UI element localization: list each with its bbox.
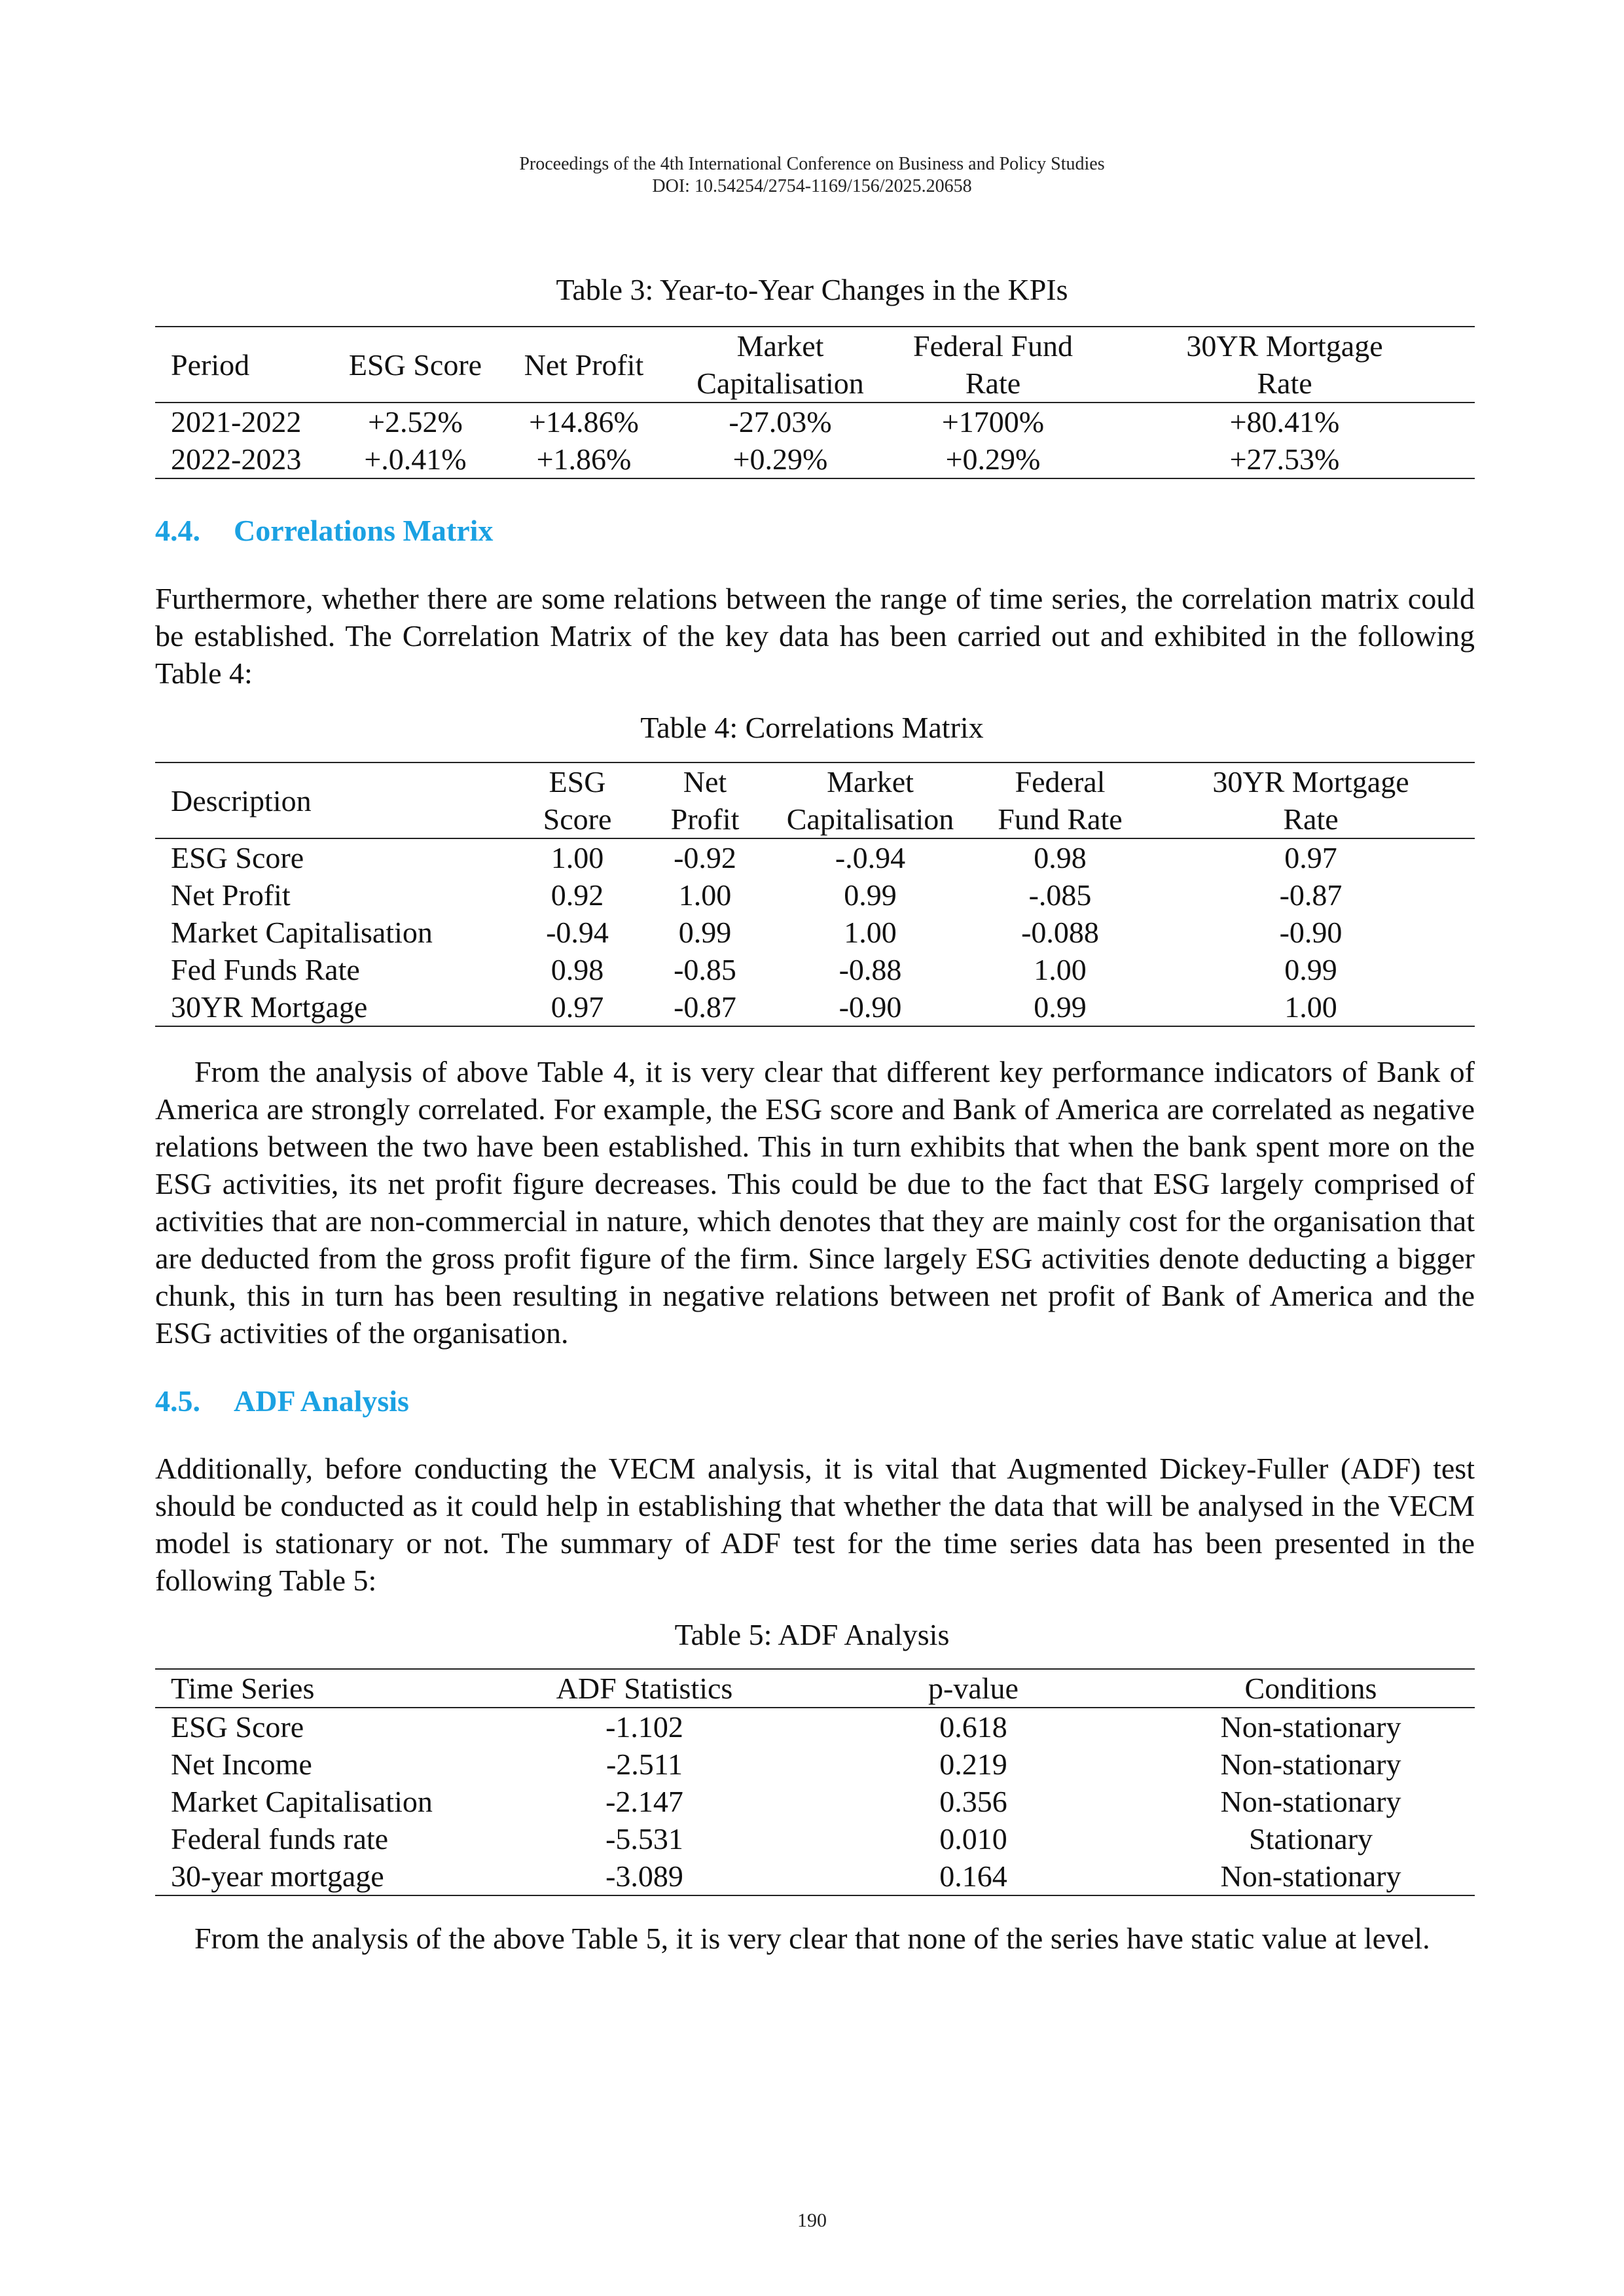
table-cell: -0.85 [674, 953, 736, 986]
table-cell: Net Income [171, 1748, 312, 1781]
table-cell: Federal funds rate [171, 1822, 389, 1856]
table-cell: -2.511 [605, 1748, 683, 1781]
table-cell: 0.618 [939, 1710, 1007, 1744]
table-cell: -.085 [1028, 878, 1092, 912]
table5-caption: Table 5: ADF Analysis [674, 1618, 950, 1651]
table-cell: 0.164 [939, 1859, 1007, 1893]
table3-header-cell: 30YR Mortgage Rate [1094, 327, 1475, 403]
table3-header-cell: Federal Fund Rate [892, 327, 1094, 403]
page-number: 190 [797, 2210, 827, 2231]
running-header [0, 153, 1624, 198]
section-number: 4.4. [155, 514, 200, 547]
header-conference: Proceedings of the 4th International Conference on Business and Policy Studies [519, 154, 1105, 174]
paragraph-text: From the analysis of the above Table 5, it is very clear that none of the series have static value at level. [194, 1922, 1430, 1955]
table-cell: Non-stationary [1220, 1859, 1401, 1893]
table-row [155, 1857, 1475, 1895]
table-row [155, 1708, 1475, 1746]
table4-header-row [155, 762, 1475, 838]
table-cell: 0.010 [939, 1822, 1007, 1856]
table-cell: 1.00 [550, 841, 604, 874]
table-cell: -0.94 [546, 916, 609, 949]
paragraph-adf-conclusion [155, 1920, 1475, 1957]
table-cell: 0.99 [678, 916, 732, 949]
table4-caption: Table 4: Correlations Matrix [640, 711, 984, 744]
section-number: 4.5. [155, 1384, 200, 1418]
table4-header-cell: Description [155, 762, 512, 838]
table-cell: +1700% [941, 405, 1045, 439]
table-cell: -0.88 [839, 953, 902, 986]
table-row [155, 440, 1475, 478]
table-cell: Fed Funds Rate [171, 953, 360, 986]
table-cell: Market Capitalisation [171, 1785, 433, 1818]
table-cell: -0.90 [1279, 916, 1343, 949]
table-cell: Non-stationary [1220, 1710, 1401, 1744]
table-cell: -0.90 [839, 990, 902, 1024]
table-cell: 0.99 [1284, 953, 1337, 986]
table-cell: 1.00 [678, 878, 732, 912]
paragraph-correlation-analysis [155, 1053, 1475, 1352]
table-row [155, 1783, 1475, 1820]
table-cell: -0.87 [1279, 878, 1343, 912]
table3-caption: Table 3: Year-to-Year Changes in the KPIs [556, 273, 1068, 306]
table-cell: 1.00 [1034, 953, 1087, 986]
table-cell: -0.088 [1021, 916, 1099, 949]
table-cell: -1.102 [605, 1710, 683, 1744]
paragraph-text: From the analysis of above Table 4, it is very clear that different key performance indicators of Bank of America are strongly correlated. For example, the ESG score and Bank of America are correlated as negative relations between the two have been established. This in turn exhibits that when the bank spent more on the ESG activities, its net profit figure decreases. This could be due to the fact that ESG largely comprised of activities that are non-commercial in nature, which denotes that they are mainly cost for the organisation that are deducted from the gross profit figure of the firm. Since largely ESG activities denote deducting a bigger chunk, this in turn has been resulting in negative relations between net profit of Bank of America and the ESG activities of the organisation. [155, 1055, 1475, 1350]
table-cell: Net Profit [171, 878, 291, 912]
table-cell: -3.089 [605, 1859, 683, 1893]
table-cell: +2.52% [368, 405, 463, 439]
table4-header-cell: Market Capitalisation [767, 762, 973, 838]
table3 [155, 326, 1475, 479]
table3-header-row [155, 327, 1475, 403]
table-row [155, 1746, 1475, 1783]
table-row [155, 951, 1475, 988]
table4-header-cell: ESG Score [512, 762, 643, 838]
table-cell: 0.98 [1034, 841, 1087, 874]
table-cell: +27.53% [1229, 442, 1340, 476]
paragraph-text: Furthermore, whether there are some relations between the range of time series, the correlation matrix could be established. The Correlation Matrix of the key data has been carried out and exhibited in the following Table 4: [155, 582, 1475, 690]
table-cell: ESG Score [171, 1710, 304, 1744]
table5-header-cell: p-value [800, 1669, 1147, 1708]
table-cell: 0.97 [1284, 841, 1337, 874]
paragraph-correlation-intro [155, 580, 1475, 692]
table-cell: -5.531 [605, 1822, 683, 1856]
table3-header-cell: Net Profit [499, 327, 669, 403]
header-doi: DOI: 10.54254/2754-1169/156/2025.20658 [652, 176, 972, 196]
table-cell: -0.92 [674, 841, 736, 874]
table-cell: -27.03% [729, 405, 832, 439]
table-row [155, 876, 1475, 914]
table-row [155, 988, 1475, 1026]
table-cell: +0.29% [732, 442, 828, 476]
table-cell: ESG Score [171, 841, 304, 874]
table-cell: 30YR Mortgage [171, 990, 368, 1024]
table-cell: 30-year mortgage [171, 1859, 384, 1893]
table-cell: 1.00 [1284, 990, 1337, 1024]
table-cell: 0.219 [939, 1748, 1007, 1781]
table4-header-cell: Federal Fund Rate [973, 762, 1147, 838]
table3-header-cell: ESG Score [332, 327, 499, 403]
section-heading-4-4 [155, 512, 493, 549]
section-title: ADF Analysis [234, 1384, 409, 1418]
table-cell: Market Capitalisation [171, 916, 433, 949]
table-cell: 0.92 [550, 878, 604, 912]
table-cell: Non-stationary [1220, 1785, 1401, 1818]
table-row [155, 838, 1475, 876]
table-cell: 1.00 [844, 916, 897, 949]
table-cell: Non-stationary [1220, 1748, 1401, 1781]
table-cell: 0.99 [1034, 990, 1087, 1024]
section-title: Correlations Matrix [234, 514, 494, 547]
table-cell: 0.99 [844, 878, 897, 912]
table5-header-cell: Conditions [1147, 1669, 1475, 1708]
table-cell: 0.97 [550, 990, 604, 1024]
table5-header-row [155, 1669, 1475, 1708]
table-cell: Stationary [1248, 1822, 1373, 1856]
table-cell: +80.41% [1229, 405, 1340, 439]
table5 [155, 1668, 1475, 1896]
table-cell: -0.87 [674, 990, 736, 1024]
table5-header-cell: ADF Statistics [489, 1669, 800, 1708]
table-cell: +1.86% [536, 442, 632, 476]
table-cell: 2021-2022 [171, 405, 302, 439]
table-cell: -.0.94 [835, 841, 906, 874]
table4-header-cell: 30YR Mortgage Rate [1147, 762, 1475, 838]
table5-header-cell: Time Series [155, 1669, 489, 1708]
table-row [155, 403, 1475, 440]
section-heading-4-5 [155, 1383, 409, 1420]
table-row [155, 1820, 1475, 1857]
table-row [155, 914, 1475, 951]
table-cell: +0.29% [945, 442, 1041, 476]
table-cell: +14.86% [529, 405, 639, 439]
table4 [155, 762, 1475, 1027]
table-cell: 0.356 [939, 1785, 1007, 1818]
table-cell: -2.147 [605, 1785, 683, 1818]
table4-header-cell: Net Profit [643, 762, 767, 838]
paragraph-adf-intro [155, 1450, 1475, 1599]
table-cell: 0.98 [550, 953, 604, 986]
table3-header-cell: Market Capitalisation [669, 327, 892, 403]
paragraph-text: Additionally, before conducting the VECM analysis, it is vital that Augmented Dickey-Fuller (ADF) test should be conducted as it could help in establishing that whether the data that will be analysed in the VECM model is stationary or not. The summary of ADF test for the time series data has been presented in the following Table 5: [155, 1452, 1475, 1597]
table3-header-cell: Period [155, 327, 332, 403]
table-cell: +.0.41% [364, 442, 467, 476]
table-cell: 2022-2023 [171, 442, 302, 476]
